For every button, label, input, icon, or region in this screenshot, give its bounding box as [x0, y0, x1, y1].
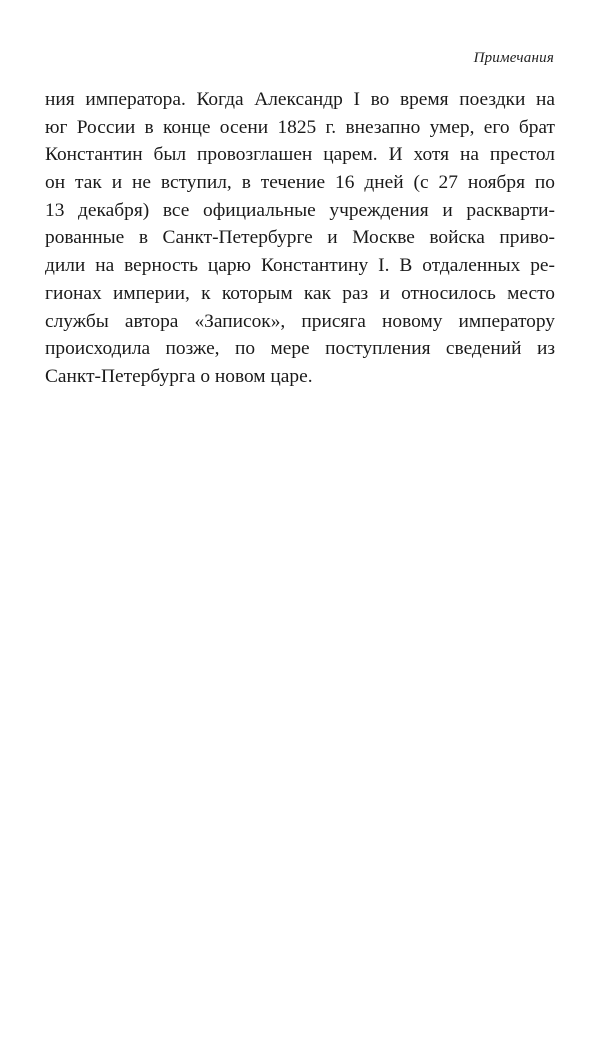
- text-line: он так и не вступил, в течение 16 дней (с 27 ноября по: [45, 172, 555, 194]
- text-line: 13 декабря) все официальные учреждения и раскварти-: [45, 199, 555, 221]
- text-line: рованные в Санкт-Петербурге и Москве войска приво-: [45, 227, 555, 249]
- text-line: дили на верность царю Константину I. В отдаленных ре-: [45, 255, 555, 277]
- running-header: Примечания: [473, 50, 554, 66]
- text-line: происходила позже, по мере поступления сведений из: [45, 338, 555, 360]
- text-line: службы автора «Записок», присяга новому императору: [45, 310, 555, 332]
- text-line: Санкт-Петербурга о новом царе.: [45, 365, 313, 387]
- text-line: ния императора. Когда Александр I во время поездки на: [45, 89, 555, 110]
- text-line: юг России в конце осени 1825 г. внезапно умер, его брат: [45, 116, 555, 138]
- text-line: Константин был провозглашен царем. И хотя на престол: [45, 144, 555, 166]
- text-line: гионах империи, к которым как раз и относилось место: [45, 282, 555, 304]
- note-paragraph: [45, 86, 555, 391]
